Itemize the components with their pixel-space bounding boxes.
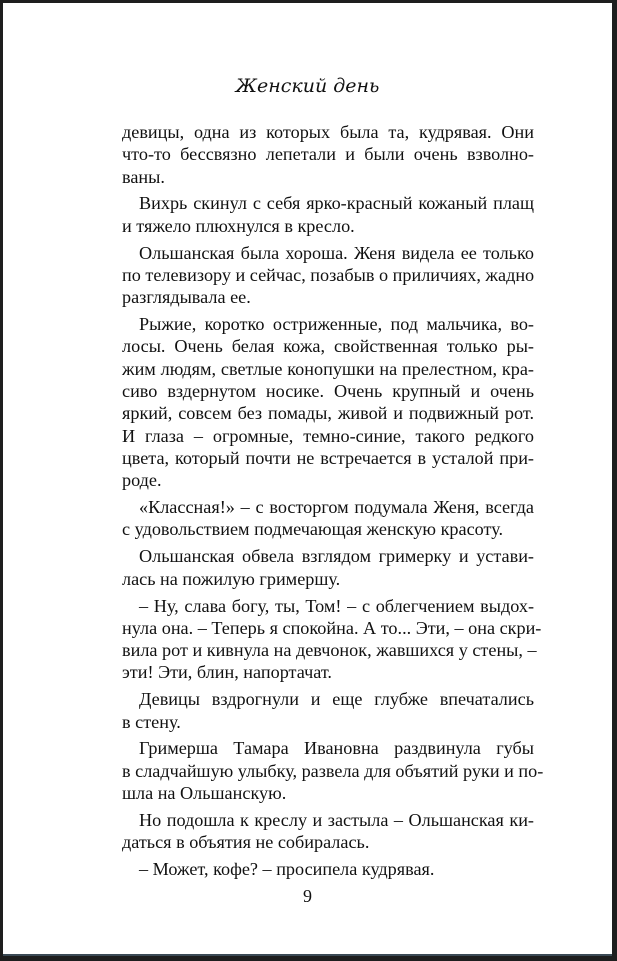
- text-line: сиво вздернутом носике. Очень крупный и очень: [122, 381, 534, 402]
- text-line: и тяжело плюхнулся в кресло.: [122, 215, 355, 236]
- text-line: «Классная!» – с восторгом подумала Женя, всегда: [139, 497, 534, 518]
- paragraph: [122, 313, 534, 491]
- paragraph: [122, 688, 534, 733]
- text-line: цвета, который почти не встречается в усталой при-: [122, 447, 534, 468]
- text-line: Рыжие, коротко остриженные, под мальчика, во-: [139, 314, 534, 335]
- paragraph: [122, 242, 534, 309]
- text-line: Девицы вздрогнули и еще глубже впечатались: [139, 689, 534, 710]
- text-line: нула она. – Теперь я спокойна. А то... Эти, – она скри-: [122, 617, 542, 638]
- paragraph: [122, 121, 534, 188]
- paragraph: [122, 809, 534, 854]
- paragraph: [122, 858, 534, 880]
- text-line: даться в объятия не собиралась.: [122, 832, 370, 853]
- text-line: по телевизору и сейчас, позабыв о приличиях, жадно: [122, 264, 535, 285]
- text-line: Ольшанская была хороша. Женя видела ее только: [139, 242, 534, 263]
- text-line: в сладчайшую улыбку, развела для объятий руки и по-: [122, 760, 544, 781]
- page-number: 9: [303, 886, 312, 906]
- text-line: роде.: [122, 470, 162, 491]
- paragraph: [122, 496, 534, 541]
- text-line: эти! Эти, блин, напортачат.: [122, 662, 332, 683]
- text-line: яркий, совсем без помады, живой и подвижный рот.: [122, 403, 534, 424]
- text-line: в стену.: [122, 711, 181, 732]
- running-head: Женский день: [235, 75, 380, 97]
- text-line: Но подошла к креслу и застыла – Ольшанская ки-: [139, 809, 534, 830]
- text-line: девицы, одна из которых была та, кудрявая. Они: [122, 122, 534, 142]
- text-line: лосы. Очень белая кожа, свойственная только ры-: [122, 336, 534, 357]
- body-text: [122, 121, 544, 880]
- text-line: что-то бессвязно лепетали и были очень взволно-: [122, 144, 534, 165]
- text-line: Вихрь скинул с себя ярко-красный кожаный плащ: [139, 193, 534, 214]
- paragraph: [122, 545, 534, 590]
- paragraph: [122, 595, 542, 684]
- text-line: Ольшанская обвела взглядом гримерку и устави-: [139, 546, 534, 567]
- text-line: шла на Ольшанскую.: [122, 783, 287, 804]
- text-line: жим людям, светлые конопушки на прелестном, кра-: [122, 358, 534, 379]
- text-line: – Ну, слава богу, ты, Том! – с облегчением выдох-: [139, 595, 534, 616]
- paragraph: [122, 737, 544, 804]
- text-line: – Может, кофе? – просипела кудрявая.: [139, 859, 435, 880]
- text-line: ваны.: [122, 166, 165, 187]
- paragraph: [122, 192, 534, 237]
- text-line: вила рот и кивнула на девчонок, жавшихся у стены, –: [122, 640, 537, 661]
- text-line: лась на пожилую гримершу.: [122, 568, 341, 589]
- text-line: с удовольствием подмечающая женскую красоту.: [122, 519, 504, 540]
- text-line: И глаза – огромные, темно-синие, такого редкого: [122, 425, 534, 446]
- text-line: Гримерша Тамара Ивановна раздвинула губы: [139, 738, 534, 759]
- book-page: [3, 3, 612, 956]
- text-line: разглядывала ее.: [122, 287, 251, 308]
